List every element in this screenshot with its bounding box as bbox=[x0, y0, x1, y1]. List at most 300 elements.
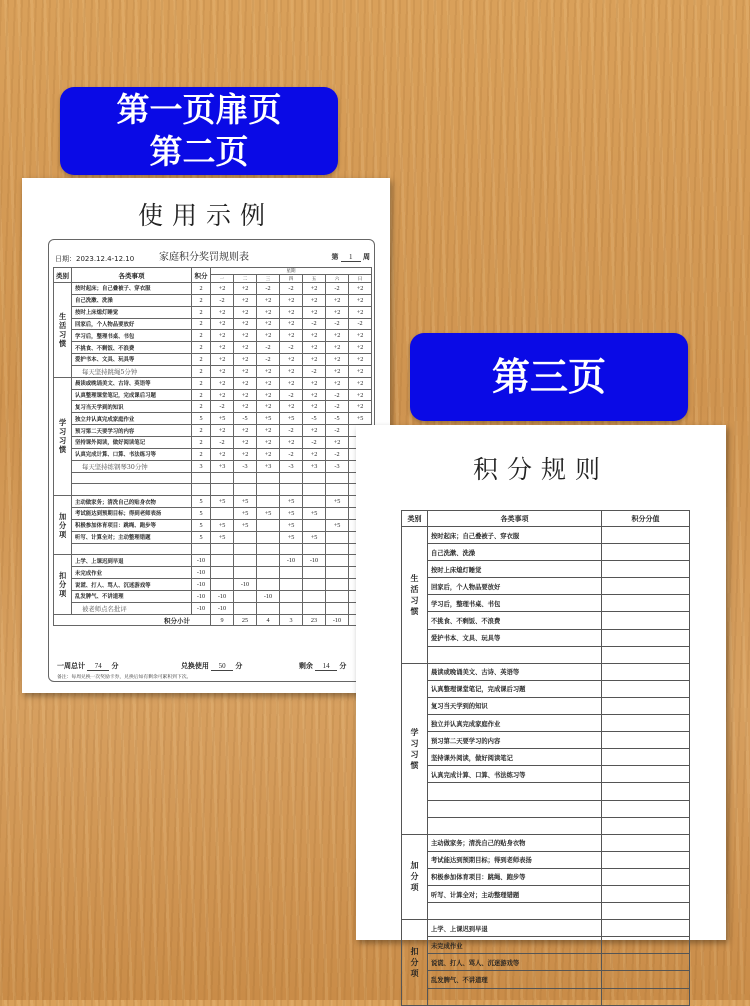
subtotal-label: 积分小计 bbox=[54, 614, 211, 626]
rules-category-cell bbox=[402, 663, 428, 834]
rules-item-cell: 认真整理课堂笔记，完成课后习题 bbox=[428, 680, 602, 697]
day-score-cell bbox=[234, 472, 257, 484]
day-score-cell: +2 bbox=[280, 436, 303, 448]
table-row bbox=[54, 543, 372, 555]
points-cell: 2 bbox=[192, 283, 211, 295]
item-cell: 坚持课外阅读，做好阅读笔记 bbox=[72, 436, 192, 448]
day-score-cell: -2 bbox=[326, 283, 349, 295]
day-score-cell bbox=[257, 567, 280, 579]
day-score-cell bbox=[326, 567, 349, 579]
day-score-cell: +2 bbox=[257, 401, 280, 413]
day-score-cell: +2 bbox=[303, 377, 326, 389]
rules-score-cell bbox=[602, 937, 690, 954]
day-score-cell: +5 bbox=[303, 508, 326, 520]
day-score-cell: -10 bbox=[280, 555, 303, 567]
rules-item-cell: 爱护书本、文具、玩具等 bbox=[428, 629, 602, 646]
weekday-header: 五 bbox=[303, 275, 326, 283]
day-score-cell bbox=[257, 555, 280, 567]
exchange-label: 兑换使用 bbox=[180, 662, 209, 670]
header-points: 积分 bbox=[192, 268, 211, 283]
item-cell bbox=[72, 472, 192, 484]
day-score-cell: +2 bbox=[349, 306, 372, 318]
day-score-cell bbox=[234, 590, 257, 602]
day-score-cell: +5 bbox=[234, 519, 257, 531]
day-score-cell: +2 bbox=[257, 389, 280, 401]
day-score-cell: +2 bbox=[280, 354, 303, 366]
rules-category-cell bbox=[402, 834, 428, 919]
day-score-cell: +2 bbox=[234, 389, 257, 401]
weekday-header: 三 bbox=[257, 275, 280, 283]
day-score-cell bbox=[303, 567, 326, 579]
day-score-cell: -2 bbox=[257, 342, 280, 354]
table-row bbox=[54, 283, 372, 295]
subtotal-value: 23 bbox=[303, 614, 326, 626]
table-row bbox=[54, 377, 372, 389]
day-score-cell: -2 bbox=[349, 318, 372, 330]
table-row bbox=[54, 413, 372, 425]
item-cell bbox=[72, 484, 192, 496]
rules-row bbox=[402, 868, 690, 885]
day-score-cell: +2 bbox=[257, 436, 280, 448]
day-score-cell: +2 bbox=[234, 425, 257, 437]
rules-sheet bbox=[356, 425, 726, 984]
table-row bbox=[54, 448, 372, 460]
item-cell: 上学、上课迟到早退 bbox=[72, 555, 192, 567]
rules-row bbox=[402, 595, 690, 612]
day-score-cell bbox=[234, 555, 257, 567]
day-score-cell: +2 bbox=[234, 294, 257, 306]
day-score-cell bbox=[280, 543, 303, 555]
item-cell: 回家后，个人物品要放好 bbox=[72, 318, 192, 330]
rules-row bbox=[402, 527, 690, 544]
day-score-cell bbox=[280, 590, 303, 602]
day-score-cell: +2 bbox=[349, 365, 372, 377]
table-row bbox=[54, 425, 372, 437]
day-score-cell: -2 bbox=[211, 401, 234, 413]
rules-row bbox=[402, 783, 690, 800]
rules-item-cell: 主动做家务；清洗自己的贴身衣物 bbox=[428, 834, 602, 851]
item-cell: 说谎、打人、骂人、沉迷游戏等 bbox=[72, 579, 192, 591]
rules-row bbox=[402, 697, 690, 714]
table-row bbox=[54, 472, 372, 484]
rules-category-label: 生活习惯 bbox=[410, 573, 419, 616]
item-cell: 认真整理课堂笔记，完成课后习题 bbox=[72, 389, 192, 401]
rules-category-cell bbox=[402, 920, 428, 1005]
rules-item-cell: 听写、计算全对；主动整理错题 bbox=[428, 885, 602, 902]
weekday-header: 四 bbox=[280, 275, 303, 283]
weekday-header: 一 bbox=[211, 275, 234, 283]
table-row bbox=[54, 354, 372, 366]
day-score-cell bbox=[257, 496, 280, 508]
rules-score-cell bbox=[602, 578, 690, 595]
example-sheet-title: 使用示例 bbox=[137, 201, 274, 230]
table-row bbox=[54, 330, 372, 342]
points-cell: 2 bbox=[192, 389, 211, 401]
points-cell bbox=[192, 484, 211, 496]
rules-row bbox=[402, 851, 690, 868]
day-score-cell: +2 bbox=[234, 330, 257, 342]
day-score-cell: +5 bbox=[257, 413, 280, 425]
item-cell: 不挑食、不剩饭、不浪费 bbox=[72, 342, 192, 354]
rules-row bbox=[402, 680, 690, 697]
day-score-cell: -2 bbox=[303, 365, 326, 377]
remaining-label: 剩余 bbox=[298, 662, 313, 670]
day-score-cell: -5 bbox=[326, 413, 349, 425]
points-cell: -10 bbox=[192, 555, 211, 567]
day-score-cell: +2 bbox=[234, 283, 257, 295]
points-cell: 2 bbox=[192, 306, 211, 318]
week-total-label: 一周总计 bbox=[57, 662, 85, 670]
table-row bbox=[54, 602, 372, 614]
day-score-cell bbox=[303, 484, 326, 496]
day-score-cell: +2 bbox=[303, 401, 326, 413]
day-score-cell bbox=[234, 602, 257, 614]
day-score-cell: +2 bbox=[211, 354, 234, 366]
rules-score-cell bbox=[602, 954, 690, 971]
table-row bbox=[54, 436, 372, 448]
category-cell bbox=[54, 555, 72, 614]
day-score-cell: +5 bbox=[211, 519, 234, 531]
item-cell: 每天坚持练钢琴30分钟 bbox=[72, 460, 192, 472]
rules-category-cell bbox=[402, 527, 428, 664]
rules-item-cell: 自己洗漱、洗澡 bbox=[428, 544, 602, 561]
rules-score-cell bbox=[602, 766, 690, 783]
day-score-cell: +2 bbox=[234, 377, 257, 389]
table-row bbox=[54, 365, 372, 377]
remaining-unit: 分 bbox=[339, 662, 347, 670]
points-cell: 2 bbox=[192, 330, 211, 342]
points-cell: -10 bbox=[192, 567, 211, 579]
rules-score-cell bbox=[602, 595, 690, 612]
item-cell: 复习当天学到的知识 bbox=[72, 401, 192, 413]
points-cell: 5 bbox=[192, 508, 211, 520]
form-week bbox=[332, 252, 370, 262]
subtotal-value: 4 bbox=[257, 614, 280, 626]
day-score-cell: -2 bbox=[280, 342, 303, 354]
rules-item-cell: 乱发脾气、不讲道理 bbox=[428, 971, 602, 988]
day-score-cell: +2 bbox=[349, 342, 372, 354]
rules-header-score: 积分分值 bbox=[602, 511, 690, 527]
rules-score-cell bbox=[602, 697, 690, 714]
rules-item-cell: 坚持课外阅读，做好阅读笔记 bbox=[428, 749, 602, 766]
points-cell: 5 bbox=[192, 413, 211, 425]
rules-item-cell bbox=[428, 817, 602, 834]
week-total-value: 74 bbox=[87, 662, 109, 671]
day-score-cell bbox=[211, 579, 234, 591]
item-cell: 独立并认真完成家庭作业 bbox=[72, 413, 192, 425]
day-score-cell bbox=[326, 602, 349, 614]
table-row bbox=[54, 508, 372, 520]
item-cell: 考试能达到预期目标；得到老师表扬 bbox=[72, 508, 192, 520]
rules-row bbox=[402, 971, 690, 988]
table-row bbox=[54, 590, 372, 602]
day-score-cell: +2 bbox=[349, 354, 372, 366]
rules-score-cell bbox=[602, 629, 690, 646]
category-cell bbox=[54, 283, 72, 378]
day-score-cell bbox=[303, 602, 326, 614]
day-score-cell: +2 bbox=[211, 377, 234, 389]
day-score-cell bbox=[326, 472, 349, 484]
rules-item-cell bbox=[428, 903, 602, 920]
day-score-cell: +2 bbox=[234, 436, 257, 448]
rules-score-cell bbox=[602, 783, 690, 800]
day-score-cell: +2 bbox=[303, 294, 326, 306]
form-date: 日期：2023.12.4-12.10 bbox=[55, 255, 135, 263]
points-cell: 5 bbox=[192, 496, 211, 508]
day-score-cell bbox=[257, 519, 280, 531]
item-cell bbox=[72, 543, 192, 555]
rules-score-cell bbox=[602, 868, 690, 885]
item-cell: 乱发脾气、不讲道理 bbox=[72, 590, 192, 602]
day-score-cell: -10 bbox=[257, 590, 280, 602]
rules-item-cell: 复习当天学到的知识 bbox=[428, 697, 602, 714]
rules-item-cell: 独立并认真完成家庭作业 bbox=[428, 715, 602, 732]
points-cell: 2 bbox=[192, 318, 211, 330]
day-score-cell bbox=[326, 508, 349, 520]
rules-item-cell: 考试能达到预期目标；得到老师表扬 bbox=[428, 851, 602, 868]
item-cell: 晨读或晚诵美文、古诗、英语等 bbox=[72, 377, 192, 389]
day-score-cell: -10 bbox=[303, 555, 326, 567]
day-score-cell: +5 bbox=[280, 413, 303, 425]
day-score-cell: +2 bbox=[349, 401, 372, 413]
item-cell: 主动做家务；清洗自己的贴身衣物 bbox=[72, 496, 192, 508]
rules-sheet-title: 积分规则 bbox=[472, 455, 609, 484]
points-cell: 2 bbox=[192, 342, 211, 354]
rules-score-cell bbox=[602, 817, 690, 834]
day-score-cell: +2 bbox=[234, 342, 257, 354]
rules-row bbox=[402, 885, 690, 902]
weekday-header: 日 bbox=[349, 275, 372, 283]
rules-score-cell bbox=[602, 663, 690, 680]
page-label-first-second bbox=[60, 87, 338, 175]
header-weekday-group: 星期 bbox=[211, 268, 372, 275]
day-score-cell: +2 bbox=[234, 318, 257, 330]
day-score-cell: -3 bbox=[326, 460, 349, 472]
day-score-cell: +2 bbox=[234, 306, 257, 318]
day-score-cell: +2 bbox=[211, 283, 234, 295]
day-score-cell: +2 bbox=[349, 283, 372, 295]
table-row bbox=[54, 401, 372, 413]
exchange-value: 50 bbox=[211, 662, 233, 671]
header-item: 各类事项 bbox=[72, 268, 192, 283]
points-cell: 2 bbox=[192, 354, 211, 366]
day-score-cell: +5 bbox=[349, 413, 372, 425]
day-score-cell bbox=[303, 496, 326, 508]
rules-score-cell bbox=[602, 920, 690, 937]
rules-row bbox=[402, 544, 690, 561]
day-score-cell bbox=[211, 472, 234, 484]
day-score-cell bbox=[303, 472, 326, 484]
rules-score-cell bbox=[602, 971, 690, 988]
day-score-cell: +2 bbox=[326, 330, 349, 342]
table-row bbox=[54, 484, 372, 496]
rules-row bbox=[402, 749, 690, 766]
day-score-cell: +2 bbox=[303, 342, 326, 354]
example-score-table bbox=[53, 267, 372, 626]
day-score-cell: -2 bbox=[326, 425, 349, 437]
day-score-cell: +2 bbox=[234, 448, 257, 460]
rules-score-cell bbox=[602, 885, 690, 902]
rules-score-cell bbox=[602, 800, 690, 817]
rules-header-item: 各类事项 bbox=[428, 511, 602, 527]
day-score-cell: -2 bbox=[211, 436, 234, 448]
day-score-cell: +2 bbox=[257, 294, 280, 306]
day-score-cell: +5 bbox=[280, 496, 303, 508]
item-cell: 预习第二天要学习的内容 bbox=[72, 425, 192, 437]
day-score-cell bbox=[234, 484, 257, 496]
day-score-cell bbox=[280, 567, 303, 579]
day-score-cell: +2 bbox=[349, 389, 372, 401]
points-cell: 5 bbox=[192, 519, 211, 531]
rules-score-cell bbox=[602, 544, 690, 561]
item-cell: 自己洗漱、洗澡 bbox=[72, 294, 192, 306]
rules-item-cell: 按时起床；自己叠被子、穿衣服 bbox=[428, 527, 602, 544]
rules-score-cell bbox=[602, 527, 690, 544]
day-score-cell: +2 bbox=[280, 318, 303, 330]
day-score-cell: +5 bbox=[234, 496, 257, 508]
day-score-cell: -5 bbox=[234, 413, 257, 425]
rules-item-cell: 认真完成计算、口算、书法练习等 bbox=[428, 766, 602, 783]
rules-item-cell: 预习第二天要学习的内容 bbox=[428, 732, 602, 749]
category-cell bbox=[54, 496, 72, 555]
day-score-cell: -3 bbox=[234, 460, 257, 472]
day-score-cell bbox=[280, 602, 303, 614]
rules-row bbox=[402, 578, 690, 595]
day-score-cell: +5 bbox=[257, 508, 280, 520]
day-score-cell: +2 bbox=[303, 330, 326, 342]
item-cell: 每天坚持跳绳5分钟 bbox=[72, 365, 192, 377]
day-score-cell: +3 bbox=[211, 460, 234, 472]
label-line-1: 第一页扉页 bbox=[116, 90, 282, 129]
table-row bbox=[54, 342, 372, 354]
rules-category-label: 学习习惯 bbox=[410, 727, 419, 770]
rules-item-cell: 积极参加体育项目：跳绳、跑步等 bbox=[428, 868, 602, 885]
rules-row bbox=[402, 646, 690, 663]
day-score-cell: +5 bbox=[280, 519, 303, 531]
rules-category-label: 加分项 bbox=[410, 861, 419, 893]
day-score-cell bbox=[257, 472, 280, 484]
day-score-cell: -2 bbox=[257, 283, 280, 295]
item-cell: 爱护书本、文具、玩具等 bbox=[72, 354, 192, 366]
day-score-cell: +2 bbox=[234, 365, 257, 377]
day-score-cell bbox=[326, 531, 349, 543]
day-score-cell: +2 bbox=[326, 354, 349, 366]
day-score-cell: -2 bbox=[280, 448, 303, 460]
subtotal-value: 25 bbox=[234, 614, 257, 626]
day-score-cell: +2 bbox=[257, 377, 280, 389]
example-footer bbox=[57, 661, 367, 671]
day-score-cell: -2 bbox=[326, 401, 349, 413]
day-score-cell: +5 bbox=[280, 531, 303, 543]
rules-item-cell: 未完成作业 bbox=[428, 937, 602, 954]
day-score-cell: +2 bbox=[211, 330, 234, 342]
points-cell: -10 bbox=[192, 590, 211, 602]
day-score-cell: -2 bbox=[211, 294, 234, 306]
day-score-cell: +2 bbox=[257, 365, 280, 377]
rules-row bbox=[402, 834, 690, 851]
table-row bbox=[54, 519, 372, 531]
rules-item-cell: 说谎、打人、骂人、沉迷游戏等 bbox=[428, 954, 602, 971]
rules-item-cell: 上学、上课迟到早退 bbox=[428, 920, 602, 937]
rules-row bbox=[402, 817, 690, 834]
day-score-cell: +2 bbox=[326, 306, 349, 318]
day-score-cell: +2 bbox=[326, 377, 349, 389]
week-total-unit: 分 bbox=[111, 662, 119, 670]
rules-table bbox=[401, 510, 690, 1006]
day-score-cell: +2 bbox=[234, 354, 257, 366]
day-score-cell: -10 bbox=[211, 590, 234, 602]
item-cell: 认真完成计算、口算、书法练习等 bbox=[72, 448, 192, 460]
day-score-cell: +2 bbox=[211, 425, 234, 437]
day-score-cell bbox=[211, 508, 234, 520]
weekday-header: 二 bbox=[234, 275, 257, 283]
table-row bbox=[54, 389, 372, 401]
category-cell bbox=[54, 377, 72, 495]
rules-row bbox=[402, 629, 690, 646]
day-score-cell: -2 bbox=[326, 389, 349, 401]
item-cell: 被老师点名批评 bbox=[72, 602, 192, 614]
item-cell: 按时起床；自己叠被子、穿衣服 bbox=[72, 283, 192, 295]
rules-row bbox=[402, 612, 690, 629]
day-score-cell: +5 bbox=[211, 531, 234, 543]
day-score-cell: +2 bbox=[303, 306, 326, 318]
rules-score-cell bbox=[602, 834, 690, 851]
day-score-cell bbox=[326, 484, 349, 496]
rules-table-body bbox=[402, 527, 690, 1006]
day-score-cell bbox=[280, 579, 303, 591]
rules-score-cell bbox=[602, 851, 690, 868]
day-score-cell bbox=[303, 519, 326, 531]
example-form-header bbox=[55, 246, 370, 268]
day-score-cell bbox=[280, 484, 303, 496]
rules-row bbox=[402, 766, 690, 783]
day-score-cell: +2 bbox=[211, 448, 234, 460]
day-score-cell: +5 bbox=[211, 413, 234, 425]
day-score-cell: +2 bbox=[280, 294, 303, 306]
day-score-cell: -2 bbox=[326, 318, 349, 330]
rules-row bbox=[402, 988, 690, 1005]
day-score-cell: +2 bbox=[349, 294, 372, 306]
day-score-cell bbox=[211, 567, 234, 579]
day-score-cell: -2 bbox=[280, 283, 303, 295]
rules-score-cell bbox=[602, 561, 690, 578]
day-score-cell: +2 bbox=[211, 306, 234, 318]
day-score-cell bbox=[326, 579, 349, 591]
day-score-cell: +2 bbox=[280, 330, 303, 342]
table-row bbox=[54, 567, 372, 579]
table-row bbox=[54, 306, 372, 318]
day-score-cell: +2 bbox=[211, 318, 234, 330]
rules-row bbox=[402, 954, 690, 971]
points-cell: 2 bbox=[192, 425, 211, 437]
day-score-cell: -10 bbox=[234, 579, 257, 591]
rules-item-cell bbox=[428, 988, 602, 1005]
rules-item-cell: 晨读或晚诵美文、古诗、英语等 bbox=[428, 663, 602, 680]
day-score-cell: +2 bbox=[280, 306, 303, 318]
rules-category-label: 扣分项 bbox=[410, 946, 419, 978]
day-score-cell: +2 bbox=[303, 425, 326, 437]
week-suffix: 周 bbox=[363, 253, 370, 261]
rules-row bbox=[402, 800, 690, 817]
day-score-cell: +2 bbox=[326, 436, 349, 448]
category-label: 生活习惯 bbox=[59, 311, 67, 348]
points-cell: 2 bbox=[192, 436, 211, 448]
rules-row bbox=[402, 920, 690, 937]
day-score-cell bbox=[303, 579, 326, 591]
subtotal-row bbox=[54, 614, 372, 626]
day-score-cell: -5 bbox=[303, 413, 326, 425]
rules-item-cell: 学习后，整理书桌、书包 bbox=[428, 595, 602, 612]
